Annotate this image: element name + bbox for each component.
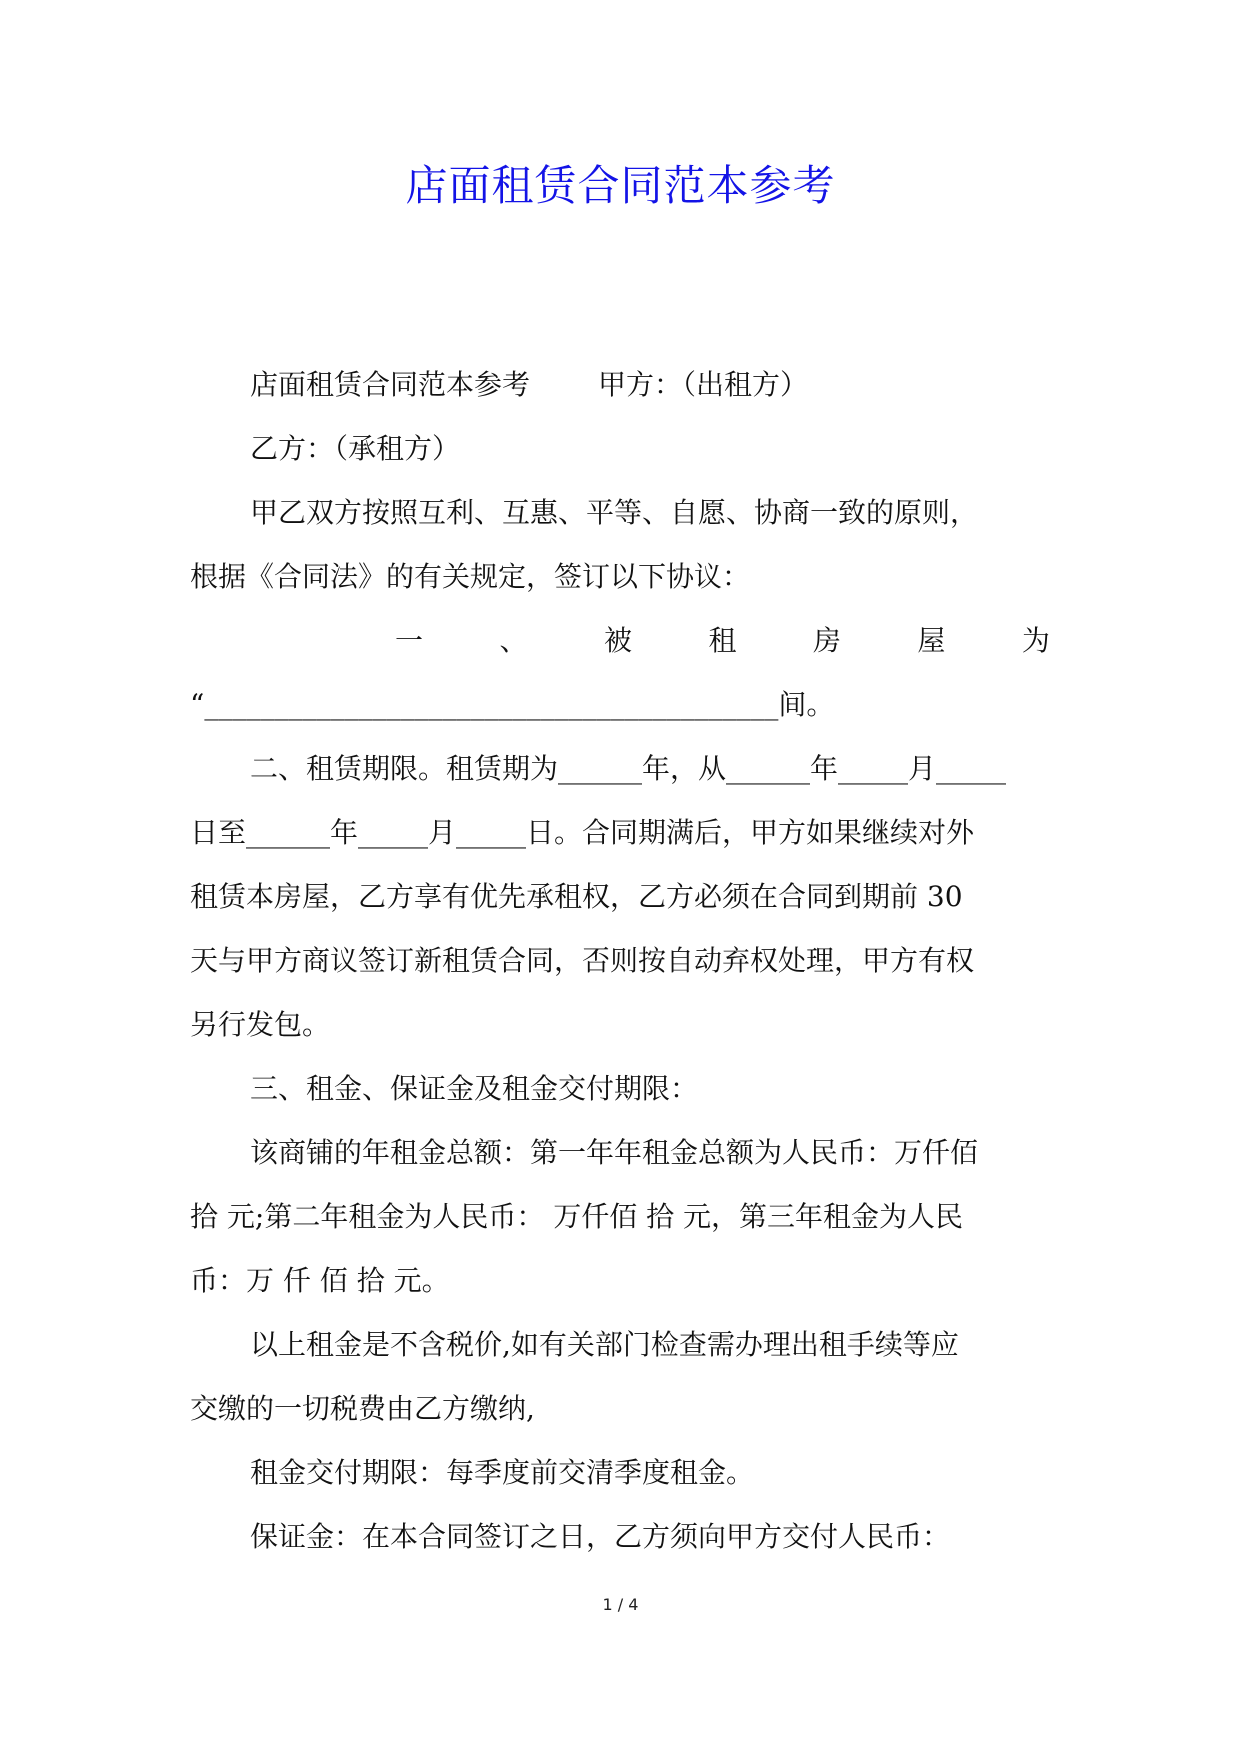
rent-line: 拾 元;第二年租金为人民币： 万仟佰 拾 元，第三年租金为人民 — [190, 1200, 964, 1233]
rent-line: 币：万 仟 佰 拾 元。 — [190, 1264, 450, 1297]
page-number: 1 / 4 — [602, 1595, 639, 1614]
spread-char: 、 — [499, 624, 528, 657]
payment-term-line: 租金交付期限：每季度前交清季度租金。 — [250, 1456, 755, 1489]
clause-one-blank-line: “_________________________________________间。 — [190, 688, 835, 721]
spread-char: 租 — [708, 624, 737, 657]
header-party-a: 甲方：（出租方） — [598, 368, 809, 401]
tax-line: 交缴的一切税费由乙方缴纳, — [190, 1392, 535, 1425]
clause-three-heading: 三、租金、保证金及租金交付期限： — [250, 1072, 699, 1105]
clause-two-line: 二、租赁期限。租赁期为______年，从______年_____月_____ — [250, 752, 1007, 785]
header-line — [190, 353, 1050, 417]
agreement-line: 根据《合同法》的有关规定，签订以下协议： — [190, 560, 751, 593]
spread-char: 为 — [1021, 624, 1050, 657]
clause-two-line: 日至______年_____月_____日。合同期满后，甲方如果继续对外 — [190, 816, 975, 849]
clause-two-line: 租赁本房屋，乙方享有优先承租权，乙方必须在合同到期前 30 — [190, 880, 963, 913]
spread-char: 房 — [812, 624, 841, 657]
clause-two-line: 天与甲方商议签订新租赁合同，否则按自动弃权处理，甲方有权 — [190, 944, 975, 977]
document-title: 店面租赁合同范本参考 — [405, 161, 836, 210]
header-doc-name: 店面租赁合同范本参考 — [250, 368, 531, 401]
clause-one-spread-line — [190, 609, 1050, 673]
party-b-line: 乙方：（承租方） — [250, 432, 461, 465]
spread-char: 屋 — [917, 624, 946, 657]
document-body — [190, 353, 1050, 1569]
tax-line: 以上租金是不含税价,如有关部门检查需办理出租手续等应 — [250, 1328, 959, 1361]
principle-line: 甲乙双方按照互利、互惠、平等、自愿、协商一致的原则， — [250, 496, 979, 529]
deposit-line: 保证金：在本合同签订之日，乙方须向甲方交付人民币： — [250, 1520, 951, 1553]
spread-char: 被 — [603, 624, 632, 657]
rent-line: 该商铺的年租金总额：第一年年租金总额为人民币：万仟佰 — [250, 1136, 979, 1169]
spread-char: 一 — [395, 624, 424, 657]
clause-two-line: 另行发包。 — [190, 1008, 331, 1041]
